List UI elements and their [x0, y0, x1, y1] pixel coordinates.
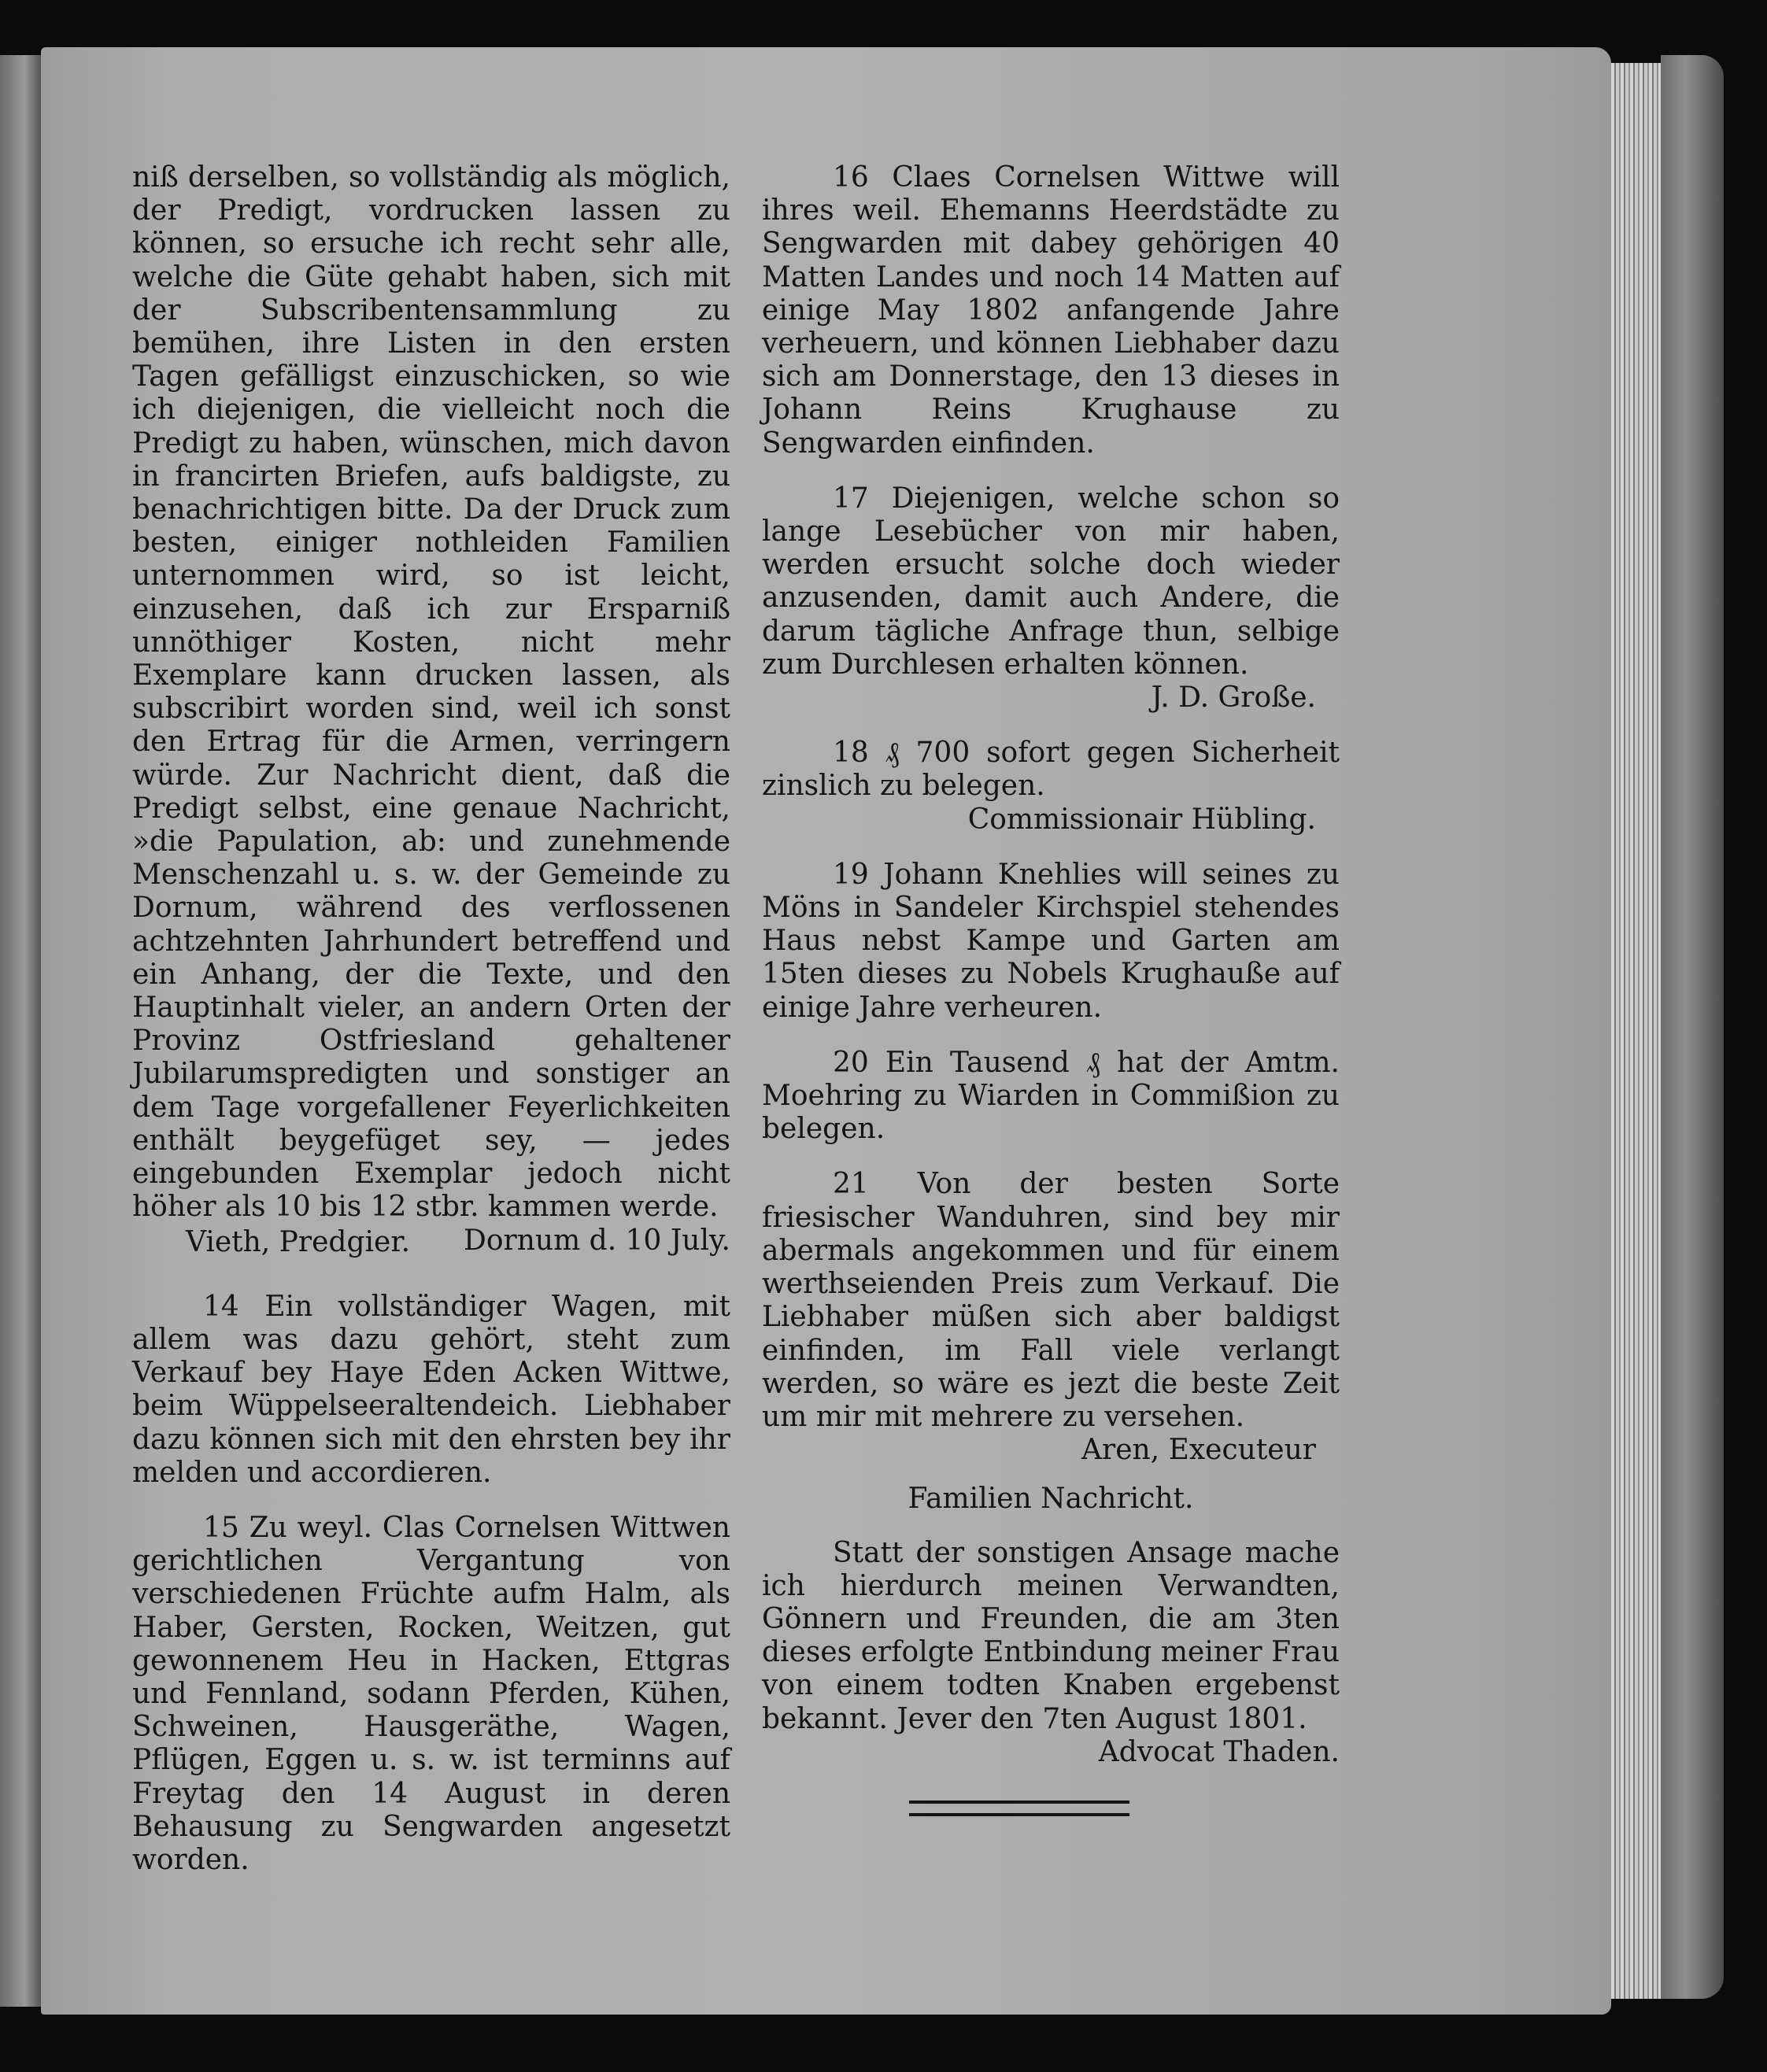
intro-place: Dornum d. 10 July.	[463, 1224, 730, 1257]
notice-17-signature: J. D. Große.	[1151, 681, 1316, 715]
notice-20: 20 Ein Tausend ₰ hat der Amtm. Moehring zu Wiarden in Commißion zu belegen.	[762, 1046, 1340, 1146]
end-rule	[909, 1801, 1129, 1816]
notice-17: 17 Diejenigen, welche schon so lange Lesebücher von mir haben, werden ersucht solche doch wieder anzusenden, damit auch Andere, die darum tägliche Anfrage thun, selbige zum Durchlesen erhalten können.	[762, 482, 1340, 681]
family-notice-signature: Advocat Thaden.	[1098, 1735, 1340, 1768]
left-column	[132, 161, 730, 1899]
left-page-edge	[0, 55, 41, 2007]
notice-14: 14 Ein vollständiger Wagen, mit allem was dazu gehört, steht zum Verkauf bey Haye Eden Acken Wittwe, beim Wüppelseeraltendeich. Liebhaber dazu können sich mit den ehrsten bey ihr melden und accordieren.	[132, 1290, 730, 1489]
intro-text: niß derselben, so vollständig als möglich, der Predigt, vordrucken lassen zu können, so ersuche ich recht sehr alle, welche die Güte gehabt haben, sich mit der Subscribentensammlung zu bemühen, ihre Listen in den ersten Tagen gefälligst einzuschicken, so wie ich diejenigen, die vielleicht noch die Predigt zu haben, wünschen, mich davon in francirten Briefen, aufs baldigste, zu benachrichtigen bitte. Da der Druck zum besten, einiger nothleiden Familien unternommen wird, so ist leicht, einzusehen, daß ich zur Ersparniß unnöthiger Kosten, nicht mehr Exemplare kann drucken lassen, als subscribirt worden sind, weil ich sonst den Ertrag für die Armen, verringern würde. Zur Nachricht dient, daß die Predigt selbst, eine genaue Nachricht, »die Papulation, ab: und zunehmende Menschenzahl u. s. w. der Gemeinde zu Dornum, während des verflossenen achtzehnten Jahrhundert betreffend und ein Anhang, der die Texte, und den Hauptinhalt vieler, an andern Orten der Provinz Ostfriesland gehaltener Jubilarumspredigten und sonstiger an dem Tage vorgefallener Feyerlichkeiten enthält beygefüget sey, — jedes eingebunden Exemplar jedoch nicht höher als 10 bis 12 stbr. kammen werde.	[132, 161, 730, 1224]
book-cover-edge	[1661, 55, 1724, 1999]
right-column	[762, 161, 1340, 1816]
family-notice-body: Statt der sonstigen Ansage mache ich hierdurch meinen Verwandten, Gönnern und Freunden, die am 3ten dieses erfolgte Entbindung meiner Frau von einem todten Knaben ergebenst bekannt.	[762, 1536, 1340, 1735]
notice-21: 21 Von der besten Sorte friesischer Wanduhren, sind bey mir abermals angekommen und für einem werthseienden Preis zum Verkauf. Die Liebhaber müßen sich aber baldigst einfinden, im Fall viele verlangt werden, so wäre es jezt die beste Zeit um mir mit mehrere zu versehen.	[762, 1168, 1340, 1433]
notice-21-signature: Aren, Executeur	[1081, 1434, 1316, 1467]
notice-16: 16 Claes Cornelsen Wittwe will ihres weil. Ehemanns Heerdstädte zu Sengwarden mit dabey gehörigen 40 Matten Landes und noch 14 Matten auf einige May 1802 anfangende Jahre verheuern, und können Liebhaber dazu sich am Donnerstage, den 13 dieses in Johann Reins Krughause zu Sengwarden einfinden.	[762, 161, 1340, 460]
notice-18-signature: Commissionair Hübling.	[967, 803, 1316, 836]
notice-19: 19 Johann Knehlies will seines zu Möns in Sandeler Kirchspiel stehendes Haus nebst Kampe und Garten am 15ten dieses zu Nobels Krughauße auf einige Jahre verheuren.	[762, 858, 1340, 1024]
notice-15: 15 Zu weyl. Clas Cornelsen Wittwen gerichtlichen Vergantung von verschiedenen Früchte aufm Halm, als Haber, Gersten, Rocken, Weitzen, gut gewonnenem Heu in Hacken, Ettgras und Fennland, sodann Pferden, Kühen, Schweinen, Hausgeräthe, Wagen, Pflügen, Eggen u. s. w. ist terminns auf Freytag den 14 August in deren Behausung zu Sengwarden angesetzt worden.	[132, 1511, 730, 1876]
intro-signature: Vieth, Predgier.	[185, 1225, 411, 1258]
family-notice-heading: Familien Nachricht.	[908, 1483, 1194, 1516]
notice-18: 18 ₰ 700 sofort gegen Sicherheit zinslich zu belegen.	[762, 737, 1340, 803]
family-notice-place: Jever den 7ten August 1801.	[896, 1702, 1307, 1735]
family-notice-text	[762, 1537, 1340, 1736]
